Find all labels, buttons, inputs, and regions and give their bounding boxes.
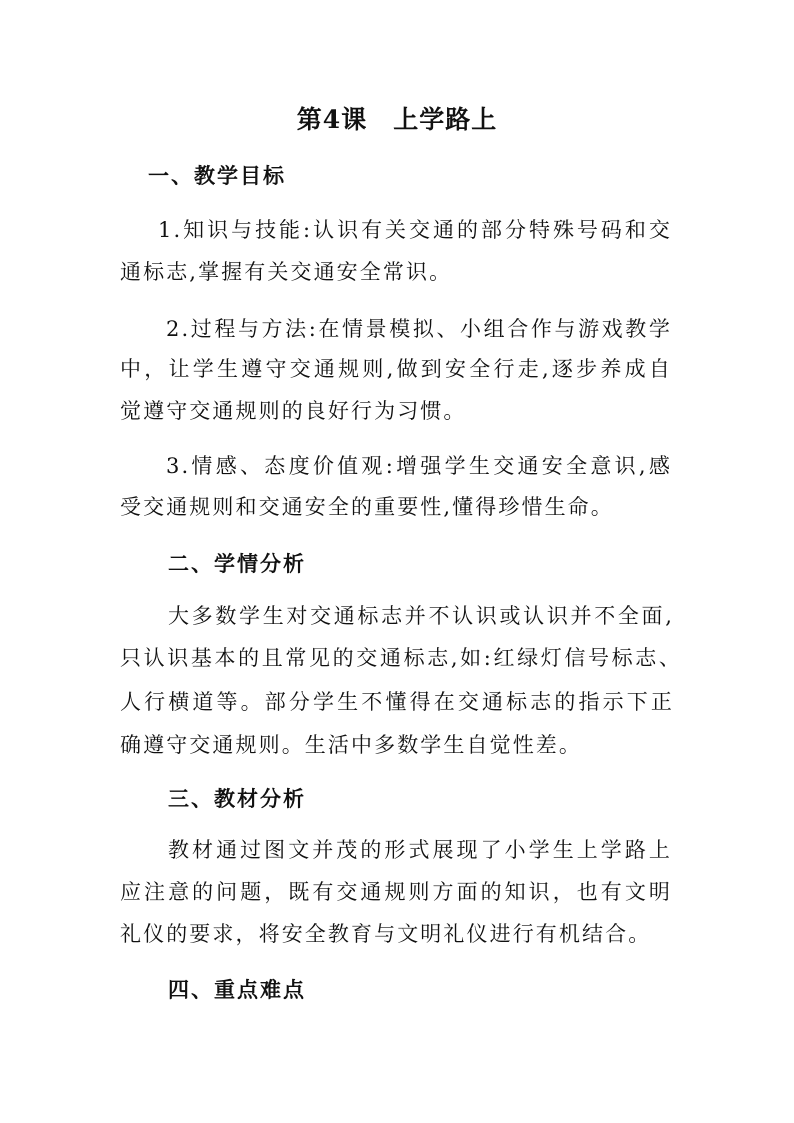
paragraph-line: 应注意的问题，既有交通规则方面的知识，也有文明: [120, 880, 672, 904]
section-heading-material-analysis: 三、教材分析: [168, 786, 306, 811]
paragraph-line: 大多数学生对交通标志并不认识或认识并不全面,: [168, 604, 674, 628]
paragraph-line: 只认识基本的且常见的交通标志,如:红绿灯信号标志、: [120, 646, 682, 670]
section-heading-objectives: 一、教学目标: [148, 163, 286, 188]
paragraph-line: 中，让学生遵守交通规则,做到安全行走,逐步养成自: [120, 357, 672, 381]
paragraph-line: 通标志,掌握有关交通安全常识。: [120, 260, 453, 284]
paragraph-line: 2.过程与方法:在情景模拟、小组合作与游戏教学: [166, 317, 672, 341]
section-heading-key-points: 四、重点难点: [168, 977, 306, 1002]
paragraph-line: 受交通规则和交通安全的重要性,懂得珍惜生命。: [120, 495, 614, 519]
lesson-title: 第4课 上学路上: [296, 105, 498, 134]
paragraph-line: 人行横道等。部分学生不懂得在交通标志的指示下正: [120, 690, 674, 714]
paragraph-line: 教材通过图文并茂的形式展现了小学生上学路上: [168, 838, 672, 862]
paragraph-line: 3.情感、态度价值观:增强学生交通安全意识,感: [166, 454, 672, 478]
paragraph-line: 1.知识与技能:认识有关交通的部分特殊号码和交: [158, 218, 672, 242]
paragraph-line: 觉遵守交通规则的良好行为习惯。: [120, 399, 467, 423]
paragraph-line: 确遵守交通规则。生活中多数学生自觉性差。: [120, 733, 582, 757]
paragraph-line: 礼仪的要求，将安全教育与文明礼仪进行有机结合。: [120, 922, 652, 946]
section-heading-student-analysis: 二、学情分析: [168, 551, 306, 576]
